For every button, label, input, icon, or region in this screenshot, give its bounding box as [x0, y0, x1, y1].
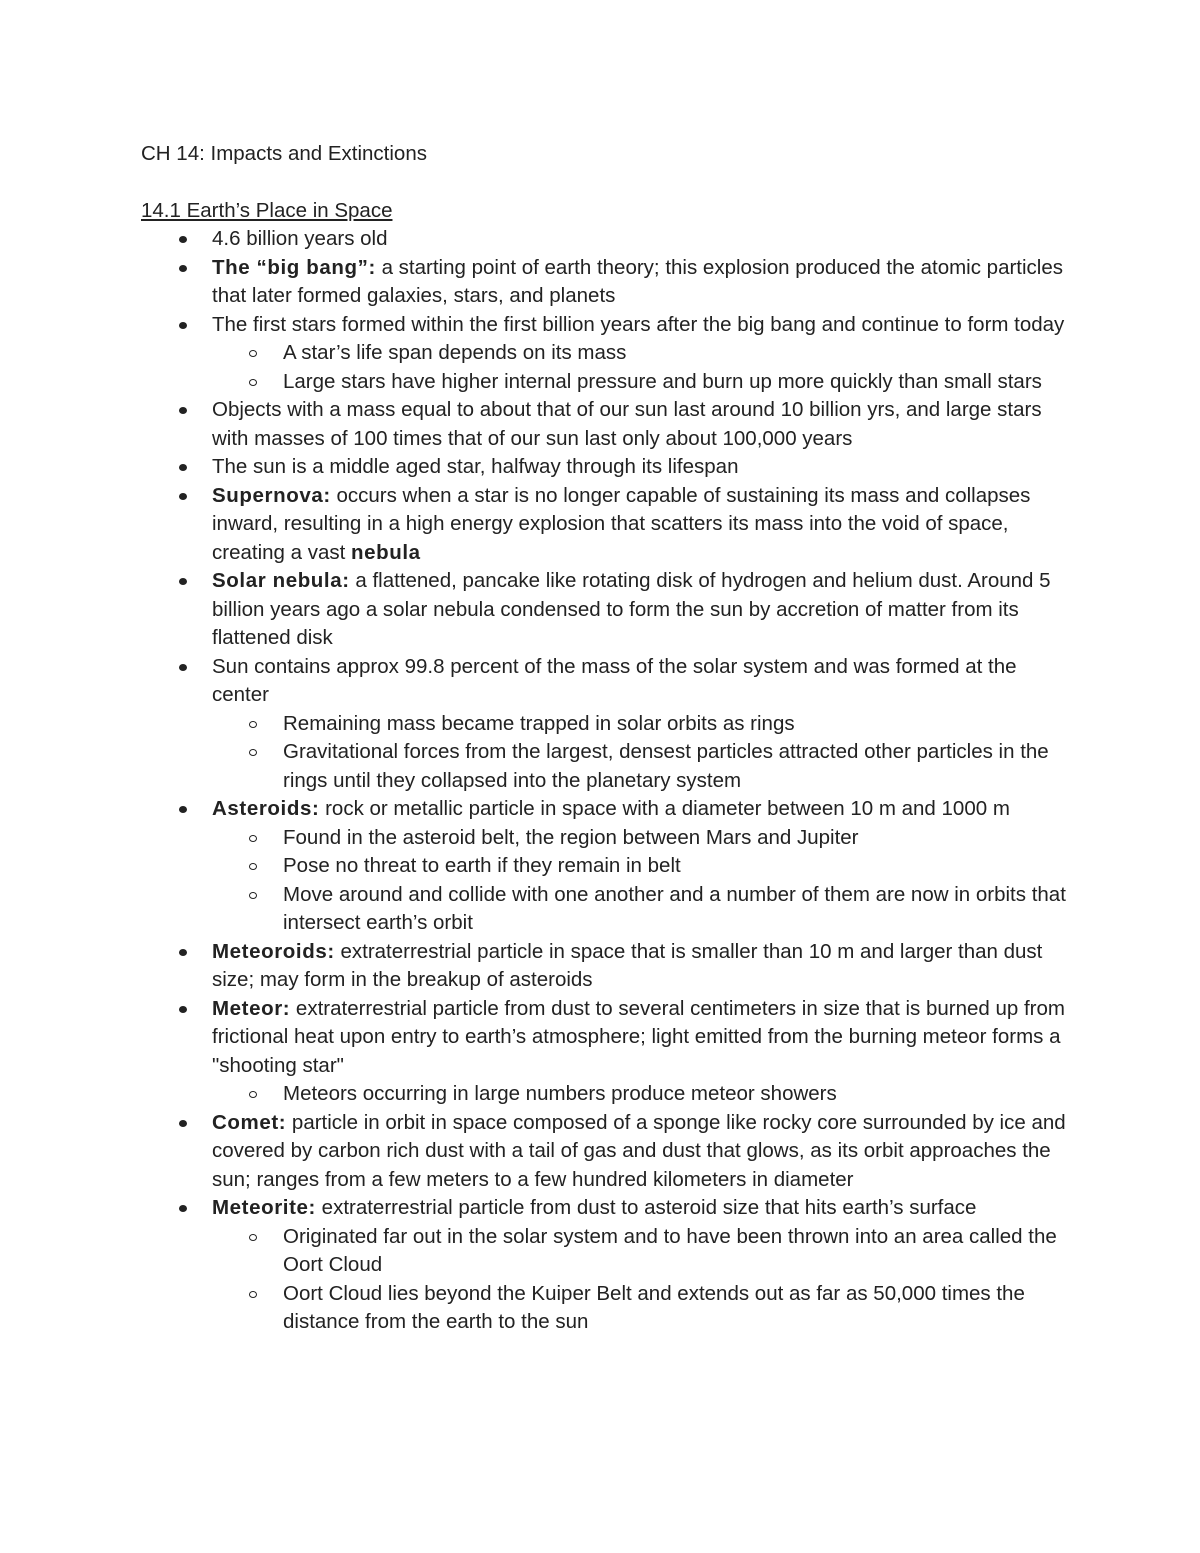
- term-label: nebula: [351, 540, 421, 564]
- bullet-text: 4.6 billion years old: [212, 227, 388, 250]
- bullet-item: [141, 567, 1071, 653]
- sub-bullet-item: Found in the asteroid belt, the region between Mars and Jupiter: [212, 824, 1071, 853]
- bullet-text: Sun contains approx 99.8 percent of the mass of the solar system and was formed at the center: [212, 654, 1017, 706]
- sub-bullet-item: Pose no threat to earth if they remain in belt: [212, 852, 1071, 881]
- sub-bullet-item: Oort Cloud lies beyond the Kuiper Belt and extends out as far as 50,000 times the distance from the earth to the sun: [212, 1280, 1071, 1337]
- sub-bullet-item: Remaining mass became trapped in solar orbits as rings: [212, 710, 1071, 739]
- sub-bullet-list: [212, 824, 1071, 938]
- bullet-text: extraterrestrial particle from dust to several centimeters in size that is burned up from frictional heat upon entry to earth’s atmosphere; light emitted from the burning meteor forms a "shooting star": [212, 996, 1065, 1077]
- bullet-item: [141, 453, 1071, 482]
- bullet-item: [141, 482, 1071, 568]
- sub-bullet-item: Originated far out in the solar system and to have been thrown into an area called the Oort Cloud: [212, 1223, 1071, 1280]
- notes-list-container: [141, 225, 1071, 1337]
- section-heading: 14.1 Earth’s Place in Space: [141, 199, 393, 222]
- bullet-text: The sun is a middle aged star, halfway through its lifespan: [212, 455, 739, 478]
- bullet-text: a starting point of earth theory; this explosion produced the atomic particles that later formed galaxies, stars, and planets: [212, 255, 1064, 307]
- bullet-item: [141, 1194, 1071, 1337]
- bullet-text: a flattened, pancake like rotating disk of hydrogen and helium dust. Around 5 billion years ago a solar nebula condensed to form the sun by accretion of matter from its flattened disk: [212, 569, 1051, 649]
- bullet-text: extraterrestrial particle in space that is smaller than 10 m and larger than dust size; may form in the breakup of asteroids: [212, 939, 1043, 991]
- bullet-text: rock or metallic particle in space with a diameter between 10 m and 1000 m: [319, 797, 1010, 820]
- sub-bullet-item: Meteors occurring in large numbers produce meteor showers: [212, 1080, 1071, 1109]
- term-label: Asteroids:: [212, 797, 320, 820]
- term-label: Meteorite:: [212, 1196, 316, 1219]
- term-label: Supernova:: [212, 483, 331, 507]
- bullet-item: [141, 795, 1071, 938]
- term-label: Meteoroids:: [212, 939, 335, 963]
- sub-bullet-item: Large stars have higher internal pressure and burn up more quickly than small stars: [212, 368, 1071, 397]
- sub-bullet-list: [212, 339, 1071, 396]
- term-label: Solar nebula:: [212, 569, 350, 592]
- sub-bullet-list: [212, 710, 1071, 796]
- bullet-item: [141, 396, 1071, 453]
- term-label: Comet:: [212, 1110, 287, 1134]
- bullet-text: Objects with a mass equal to about that of our sun last around 10 billion yrs, and large stars with masses of 100 times that of our sun last only about 100,000 years: [212, 398, 1042, 450]
- bullet-list: [141, 225, 1071, 1337]
- bullet-text: particle in orbit in space composed of a sponge like rocky core surrounded by ice and covered by carbon rich dust with a tail of gas and dust that glows, as its orbit approaches the sun; ranges from a few meters to a few hundred kilometers in diameter: [212, 1110, 1066, 1191]
- term-label: The “big bang”:: [212, 255, 376, 279]
- sub-bullet-list: [212, 1080, 1071, 1109]
- bullet-item: [141, 254, 1071, 311]
- sub-bullet-list: [212, 1223, 1071, 1337]
- bullet-text: occurs when a star is no longer capable of sustaining its mass and collapses inward, resulting in a high energy explosion that scatters its mass into the void of space, creating a vast: [212, 483, 1031, 564]
- sub-bullet-item: Gravitational forces from the largest, densest particles attracted other particles in the rings until they collapsed into the planetary system: [212, 738, 1071, 795]
- bullet-item: [141, 938, 1071, 995]
- document-title: CH 14: Impacts and Extinctions: [141, 142, 427, 165]
- term-label: Meteor:: [212, 996, 291, 1020]
- bullet-item: [141, 995, 1071, 1109]
- sub-bullet-item: A star’s life span depends on its mass: [212, 339, 1071, 368]
- bullet-item: [141, 225, 1071, 254]
- bullet-text: extraterrestrial particle from dust to asteroid size that hits earth’s surface: [315, 1196, 977, 1219]
- bullet-item: [141, 1109, 1071, 1195]
- bullet-item: [141, 653, 1071, 796]
- bullet-item: [141, 311, 1071, 397]
- sub-bullet-item: Move around and collide with one another and a number of them are now in orbits that intersect earth’s orbit: [212, 881, 1071, 938]
- bullet-text: The first stars formed within the first billion years after the big bang and continue to form today: [212, 312, 1065, 336]
